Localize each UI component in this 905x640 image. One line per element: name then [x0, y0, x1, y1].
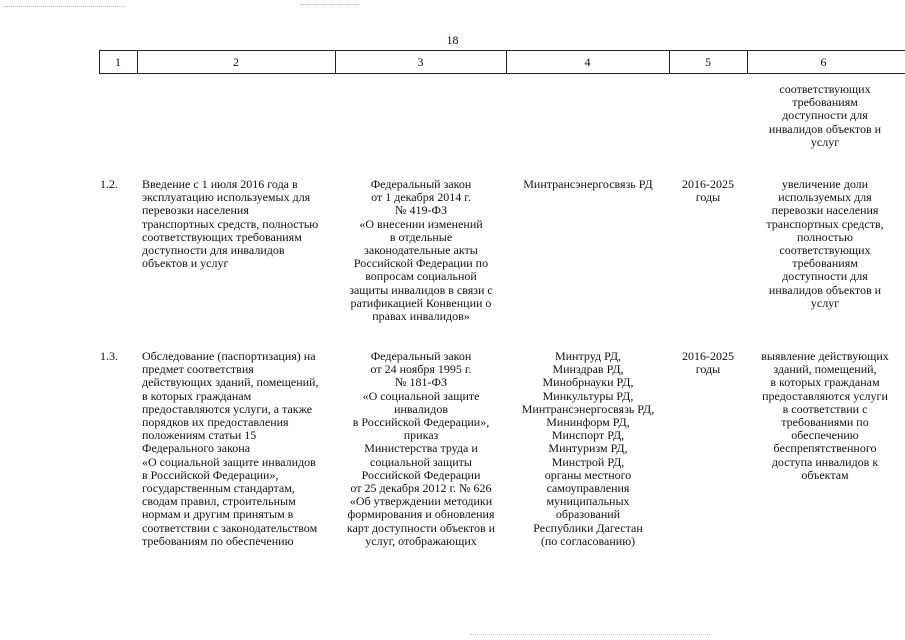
measure-description — [142, 178, 332, 270]
text-line: нормам и другим принятым в — [142, 507, 294, 522]
text-line: соответствующих — [779, 82, 871, 96]
page-number: 18 — [446, 33, 459, 47]
text-line: порядков их предоставления — [142, 415, 289, 430]
expected-result — [750, 350, 900, 482]
text-line: Минтрансэнергосвязь РД, — [521, 401, 655, 416]
table-header-cell: 3 — [417, 55, 424, 69]
text-line: предоставляются услуги, а также — [142, 401, 313, 416]
text-line: Республики Дагестан — [533, 520, 643, 535]
legal-basis — [338, 178, 504, 323]
text-line: Федерального закона — [142, 441, 251, 456]
text-line: Федеральный закон — [370, 177, 472, 191]
table-header-cell: 6 — [820, 55, 827, 69]
text-line: перевозки населения — [771, 203, 879, 218]
text-line: Российской Федерации — [361, 467, 481, 482]
table-header-cell: 2 — [233, 55, 239, 69]
text-line: доступа инвалидов к — [771, 454, 879, 469]
text-line: требованиям — [792, 256, 858, 271]
text-line: соответствующих — [779, 243, 871, 258]
text-line: самоуправления — [546, 481, 630, 496]
text-line: соответствии с законодательством — [142, 520, 318, 535]
text-line: Введение с 1 июля 2016 года в — [142, 177, 298, 191]
implementation-period — [670, 350, 746, 376]
text-line: Минстрой РД, — [551, 454, 625, 469]
text-line: полностью — [797, 229, 853, 244]
text-line: требованиям — [792, 95, 858, 110]
text-line: в которых гражданам — [142, 388, 252, 403]
text-line: «О социальной защите инвалидов — [142, 454, 316, 469]
text-line: «О социальной защите — [362, 388, 480, 403]
text-line: Минздрав РД, — [552, 362, 624, 377]
text-line: Минтуризм РД, — [548, 441, 628, 456]
text-line: выявление действующих — [761, 349, 889, 363]
text-line: Минкультуры РД, — [542, 388, 634, 403]
measure-description — [142, 350, 332, 548]
responsible-executors — [508, 178, 668, 191]
table-header-cell: 1 — [115, 55, 121, 69]
text-line: образований — [555, 507, 621, 522]
scan-artifact — [300, 4, 360, 5]
text-line: № 181-ФЗ — [395, 375, 447, 390]
text-line: Минтрансэнергосвязь РД — [523, 177, 653, 191]
text-line: Минобрнауки РД, — [542, 375, 634, 390]
text-line: обеспечению — [791, 428, 859, 443]
text-line: в Российской Федерации», — [142, 467, 279, 482]
text-line: услуг — [810, 295, 840, 310]
text-line: услуг — [810, 134, 840, 149]
text-line: инвалидов — [394, 401, 448, 416]
text-line: от 24 ноября 1995 г. — [370, 362, 472, 377]
text-line: инвалидов объектов и — [768, 121, 882, 136]
text-line: перевозки населения — [142, 203, 249, 218]
text-line: приказ — [403, 428, 439, 443]
row-number: 1.2. — [100, 177, 118, 191]
text-line: вопросам социальной — [365, 269, 477, 284]
text-line: Российской Федерации по — [353, 256, 489, 271]
text-line: транспортных средств, — [766, 216, 884, 231]
text-line: Министерства труда и — [364, 441, 478, 456]
text-line: зданий, помещений, — [773, 362, 877, 377]
text-line: доступности для инвалидов — [142, 243, 285, 258]
text-line: в которых гражданам — [770, 375, 880, 390]
text-line: «Об утверждении методики — [349, 494, 493, 509]
text-line: № 419-ФЗ — [395, 203, 447, 218]
text-line: объектов и услуг — [142, 256, 229, 271]
table-header-bottom-border — [99, 73, 905, 74]
text-line: положениям статьи 15 — [142, 428, 257, 443]
row-number: 1.3. — [100, 349, 118, 363]
text-line: годы — [695, 190, 721, 205]
table-header-top-border — [99, 50, 905, 51]
text-line: Минтруд РД, — [554, 349, 622, 363]
text-line: в отдельные — [389, 229, 453, 244]
continuation-col6 — [750, 83, 900, 149]
text-line: соответствующих требованиям — [142, 229, 302, 244]
text-line: транспортных средств, полностью — [142, 216, 319, 231]
text-line: в соответствии с — [782, 401, 868, 416]
text-line: действующих зданий, помещений, — [142, 375, 319, 390]
text-line: Обследование (паспортизация) на — [142, 349, 316, 363]
text-line: от 25 декабря 2012 г. № 626 — [350, 481, 492, 496]
text-line: карт доступности объектов и — [346, 520, 496, 535]
scan-artifact — [470, 634, 710, 635]
text-line: правах инвалидов» — [372, 309, 470, 324]
text-line: доступности для — [782, 108, 868, 123]
text-line: социальной защиты — [370, 454, 472, 469]
text-line: «О внесении изменений — [359, 216, 483, 231]
text-line: 2016-2025 — [682, 177, 734, 191]
text-line: защиты инвалидов в связи с — [349, 282, 493, 297]
text-line: годы — [695, 362, 721, 377]
text-line: 2016-2025 — [682, 349, 734, 363]
text-line: сводам правил, строительным — [142, 494, 296, 509]
text-line: муниципальных — [546, 494, 630, 509]
text-line: от 1 декабря 2014 г. — [371, 190, 471, 205]
text-line: законодательные акты — [364, 243, 478, 258]
text-line: предоставляются услуги — [762, 388, 888, 403]
expected-result — [750, 178, 900, 310]
text-line: государственным стандартам, — [142, 481, 295, 496]
text-line: предмет соответствия — [142, 362, 254, 377]
text-line: Минспорт РД, — [551, 428, 625, 443]
text-line: Мининформ РД, — [546, 415, 630, 430]
text-line: (по согласованию) — [540, 533, 636, 548]
text-line: увеличение доли — [781, 177, 869, 191]
text-line: беспрепятственного — [773, 441, 877, 456]
text-line: услуг, отображающих — [365, 533, 477, 548]
text-line: органы местного — [544, 467, 632, 482]
text-line: в Российской Федерации», — [352, 415, 490, 430]
implementation-period — [670, 178, 746, 204]
text-line: доступности для — [782, 269, 868, 284]
text-line: инвалидов объектов и — [768, 282, 882, 297]
text-line: объектам — [801, 467, 849, 482]
text-line: эксплуатацию используемых для — [142, 190, 311, 205]
text-line: используемых для — [778, 190, 872, 205]
text-line: требованиями по — [781, 415, 869, 430]
table-header-cell: 5 — [705, 55, 711, 69]
text-line: ратификацией Конвенции о — [350, 295, 492, 310]
scan-artifact — [4, 6, 124, 7]
responsible-executors — [508, 350, 668, 548]
text-line: формирования и обновления — [347, 507, 495, 522]
text-line: Федеральный закон — [370, 349, 472, 363]
legal-basis — [338, 350, 504, 548]
table-header-cell: 4 — [584, 55, 591, 69]
text-line: требованиям по обеспечению — [142, 533, 294, 548]
